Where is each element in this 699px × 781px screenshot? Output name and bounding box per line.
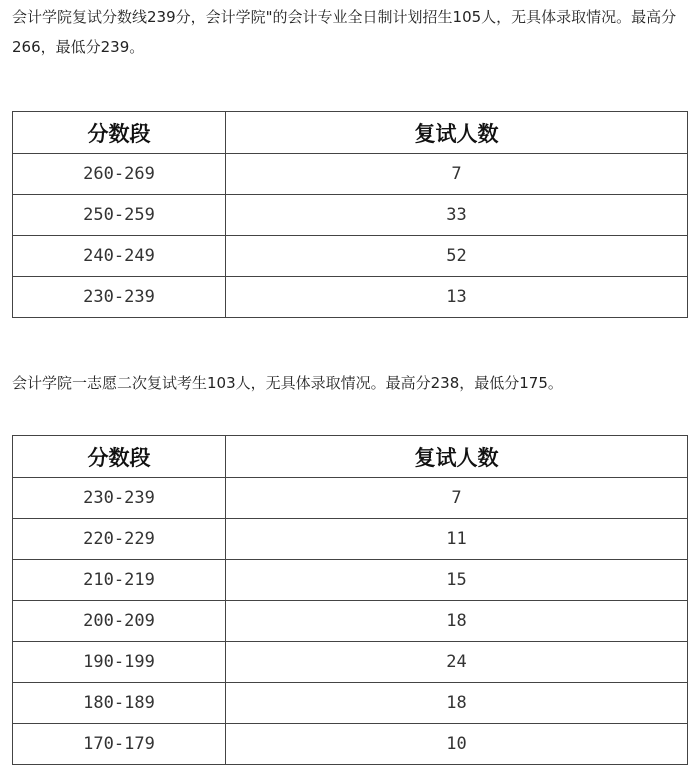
retest-count-cell: 7 — [226, 154, 688, 195]
table-header-row — [13, 436, 688, 478]
header-retest-count: 复试人数 — [226, 112, 688, 154]
second-paragraph: 会计学院一志愿二次复试考生103人，无具体录取情况。最高分238，最低分175。 — [12, 374, 563, 392]
score-range-cell: 200-209 — [13, 601, 226, 642]
table-row — [13, 683, 688, 724]
score-range-cell: 190-199 — [13, 642, 226, 683]
retest-count-cell: 24 — [226, 642, 688, 683]
intro-paragraph: 会计学院复试分数线239分，会计学院"的会计专业全日制计划招生105人，无具体录取情况。最高分266，最低分239。 — [12, 8, 677, 56]
score-range-cell: 170-179 — [13, 724, 226, 765]
retest-count-cell: 52 — [226, 236, 688, 277]
table-row — [13, 154, 688, 195]
table-row — [13, 236, 688, 277]
table-row — [13, 560, 688, 601]
table-row — [13, 277, 688, 318]
table-row — [13, 601, 688, 642]
header-score-range: 分数段 — [13, 112, 226, 154]
score-range-cell: 240-249 — [13, 236, 226, 277]
score-range-cell: 210-219 — [13, 560, 226, 601]
retest-count-cell: 13 — [226, 277, 688, 318]
retest-count-cell: 7 — [226, 478, 688, 519]
retest-count-cell: 10 — [226, 724, 688, 765]
table-header-row — [13, 112, 688, 154]
retest-count-cell: 18 — [226, 683, 688, 724]
score-table-second — [12, 435, 688, 765]
score-range-cell: 230-239 — [13, 277, 226, 318]
score-range-cell: 260-269 — [13, 154, 226, 195]
score-range-cell: 220-229 — [13, 519, 226, 560]
score-range-cell: 250-259 — [13, 195, 226, 236]
retest-count-cell: 15 — [226, 560, 688, 601]
score-range-cell: 180-189 — [13, 683, 226, 724]
table-row — [13, 195, 688, 236]
header-score-range: 分数段 — [13, 436, 226, 478]
retest-count-cell: 18 — [226, 601, 688, 642]
retest-count-cell: 11 — [226, 519, 688, 560]
table-row — [13, 519, 688, 560]
score-table-first — [12, 111, 688, 318]
retest-count-cell: 33 — [226, 195, 688, 236]
header-retest-count: 复试人数 — [226, 436, 688, 478]
table-row — [13, 478, 688, 519]
score-range-cell: 230-239 — [13, 478, 226, 519]
table-row — [13, 642, 688, 683]
table-row — [13, 724, 688, 765]
